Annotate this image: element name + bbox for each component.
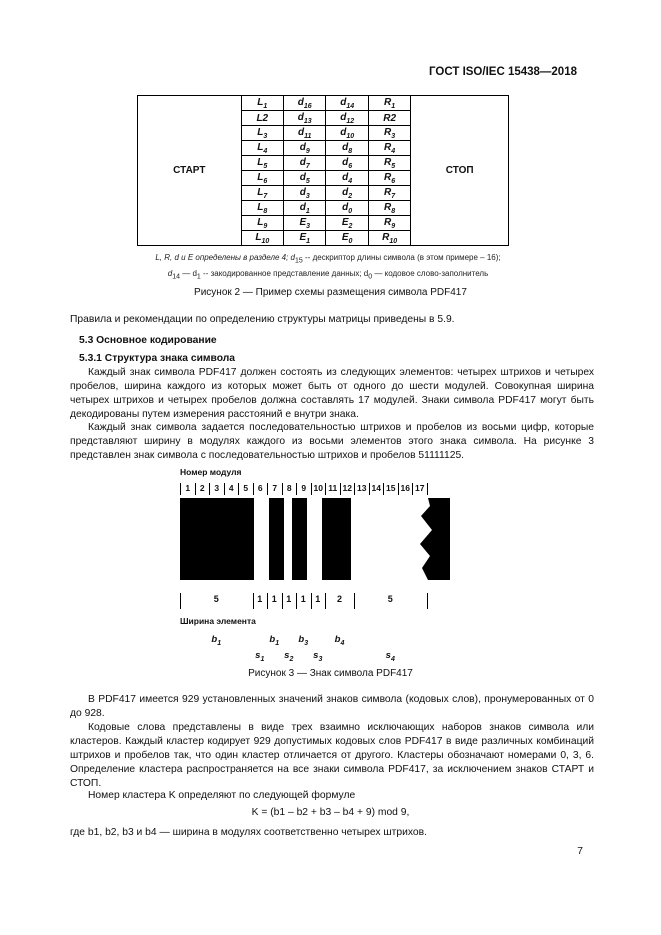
note2-tail-sub: 0 [368, 273, 373, 281]
left-indicator-cell-sub: 8 [263, 207, 268, 215]
left-indicator-cell [241, 171, 283, 186]
data-cell-sub: 6 [348, 162, 353, 170]
module-number: 17 [413, 483, 428, 495]
data-cell-sub: 10 [346, 132, 355, 140]
data-cell [326, 126, 368, 141]
stop-cell: СТОП [411, 96, 509, 246]
module-number: 10 [312, 483, 327, 495]
section-5-3-heading: 5.3 Основное кодирование [79, 335, 217, 346]
module-number: 3 [210, 483, 225, 495]
figure2-caption: Рисунок 2 — Пример схемы размещения символа PDF417 [194, 287, 467, 298]
next-character-torn-edge [418, 498, 450, 580]
data-cell [284, 201, 326, 216]
section-5-3-1-heading: 5.3.1 Структура знака символа [79, 353, 236, 364]
data-cell-sub: 9 [305, 147, 310, 155]
label-letter: b [334, 634, 341, 645]
space-labels [180, 650, 425, 664]
data-cell-sub: 7 [305, 162, 310, 170]
element-width-value: 1 [271, 594, 277, 604]
right-indicator-cell-sub: 8 [391, 207, 396, 215]
left-indicator-cell [241, 216, 283, 231]
data-cell-text: E [299, 216, 307, 228]
data-cell [284, 126, 326, 141]
module-number: 14 [370, 483, 385, 495]
right-indicator-cell [368, 156, 410, 171]
right-indicator-cell-text: R [384, 141, 392, 153]
right-indicator-cell-text: R [384, 126, 392, 138]
left-indicator-cell [241, 96, 283, 111]
symbol-character-barcode [180, 498, 450, 580]
label-sub: 3 [318, 655, 323, 663]
data-cell-text: d [297, 96, 304, 108]
left-indicator-cell [241, 201, 283, 216]
space-label [311, 650, 326, 663]
right-indicator-cell-text: R [384, 186, 392, 198]
data-cell [326, 111, 368, 126]
data-cell-text: d [297, 111, 304, 123]
left-indicator-cell [241, 111, 283, 126]
note2-mid-sub: 1 [196, 273, 201, 281]
data-cell-sub: 0 [348, 237, 353, 245]
space-label [354, 650, 427, 663]
element-width-value: 2 [336, 594, 342, 604]
right-indicator-cell [368, 216, 410, 231]
data-cell-sub: 12 [346, 117, 355, 125]
note1-sub: 15 [295, 257, 303, 265]
right-indicator-cell [368, 186, 410, 201]
data-cell [326, 231, 368, 246]
left-indicator-cell-text: L [255, 231, 262, 243]
data-cell [284, 171, 326, 186]
data-cell-text: d [299, 171, 306, 183]
label-letter: b [211, 634, 218, 645]
label-sub: 1 [260, 655, 265, 663]
data-cell-sub: 16 [303, 102, 312, 110]
right-indicator-cell [368, 231, 410, 246]
data-cell-sub: 8 [348, 147, 353, 155]
data-cell-text: d [299, 201, 306, 213]
data-cell [284, 186, 326, 201]
data-cell-text: d [342, 201, 349, 213]
left-indicator-cell-sub: 9 [263, 222, 268, 230]
space-label [282, 650, 297, 663]
paragraph-structure: Каждый знак символа PDF417 должен состоять из следующих элементов: четырех штрихов и четырех пробелов, ширина каждого из которых может быть от одного до шести модулей. Совокупная ширина четырех штрихов и четырех пробелов должна составлять 17 модулей. Знаки символа PDF417 могут быть декодированы путем измерения расстояний e внутри знака. [70, 367, 594, 421]
module-number-label: Номер модуля [180, 467, 242, 477]
right-indicator-cell-sub: 7 [391, 192, 396, 200]
data-cell-sub: 2 [348, 222, 353, 230]
left-indicator-cell-sub: 6 [263, 177, 268, 185]
data-cell [326, 96, 368, 111]
data-cell-text: d [299, 156, 306, 168]
left-indicator-cell-text: L [257, 126, 264, 138]
label-sub: 1 [275, 639, 280, 647]
data-cell-text: d [298, 126, 305, 138]
label-sub: 1 [217, 639, 222, 647]
data-cell-sub: 13 [303, 117, 312, 125]
data-cell [284, 96, 326, 111]
right-indicator-cell-sub: 5 [391, 162, 396, 170]
data-cell-sub: 5 [305, 177, 310, 185]
right-indicator-cell-sub: 6 [391, 177, 396, 185]
data-cell [326, 216, 368, 231]
right-indicator-cell [368, 126, 410, 141]
schema-row [138, 96, 509, 111]
note2-end: — кодовое слово-заполнитель [372, 268, 489, 278]
data-cell-sub: 0 [348, 207, 353, 215]
cluster-formula: K = (b1 – b2 + b3 – b4 + 9) mod 9, [251, 807, 410, 818]
right-indicator-cell-sub: 9 [391, 222, 396, 230]
right-indicator-cell-text: R [384, 201, 392, 213]
right-indicator-cell-text: R [384, 216, 392, 228]
space-label [253, 650, 268, 663]
bar-b2 [269, 498, 284, 580]
right-indicator-cell-sub: 1 [391, 102, 396, 110]
module-number: 15 [384, 483, 399, 495]
left-indicator-cell-text: L [257, 156, 264, 168]
rules-paragraph: Правила и рекомендации по определению структуры матрицы приведены в 5.9. [70, 314, 455, 325]
paragraph-929: В PDF417 имеется 929 установленных значений знаков символа (кодовых слов), пронумерованных от 0 до 928. [70, 694, 594, 720]
right-indicator-cell-text: R [382, 231, 390, 243]
left-indicator-cell [241, 126, 283, 141]
label-letter: s [385, 650, 391, 661]
bar-b3 [292, 498, 307, 580]
label-letter: s [284, 650, 290, 661]
left-indicator-cell-text: L [257, 141, 264, 153]
left-indicator-cell-sub: 7 [263, 192, 268, 200]
data-cell-text: d [342, 141, 349, 153]
right-indicator-cell-sub: 4 [391, 147, 396, 155]
data-cell [326, 201, 368, 216]
module-number: 12 [341, 483, 356, 495]
note1-tail: -- дескриптор длины символа (в этом примере – 16); [302, 253, 501, 262]
bar-b4 [322, 498, 351, 580]
right-indicator-cell-text: R [384, 171, 392, 183]
right-indicator-cell [368, 201, 410, 216]
element-width-value: 1 [315, 594, 321, 604]
module-number: 8 [283, 483, 298, 495]
data-cell-text: d [342, 156, 349, 168]
data-cell-text: d [342, 171, 349, 183]
left-indicator-cell-text: L [257, 171, 264, 183]
paragraph-where: где b1, b2, b3 и b4 — ширина в модулях соответственно четырех штрихов. [70, 827, 427, 838]
data-cell-text: d [340, 111, 347, 123]
module-number: 16 [399, 483, 414, 495]
module-number: 13 [355, 483, 370, 495]
data-cell [284, 141, 326, 156]
module-number: 1 [181, 483, 196, 495]
left-indicator-cell [241, 231, 283, 246]
data-cell [326, 186, 368, 201]
left-indicator-cell [241, 156, 283, 171]
bar-label [267, 634, 282, 647]
left-indicator-cell-sub: 4 [263, 147, 268, 155]
label-letter: b [298, 634, 305, 645]
data-cell-sub: 1 [305, 207, 310, 215]
data-cell [284, 156, 326, 171]
module-number: 11 [326, 483, 341, 495]
bar-label [296, 634, 311, 647]
left-indicator-cell-sub: 10 [261, 237, 270, 245]
left-indicator-cell [241, 141, 283, 156]
data-cell [326, 156, 368, 171]
data-cell-sub: 3 [305, 192, 310, 200]
symbol-schema-table [137, 95, 509, 246]
data-cell-text: E [341, 216, 349, 228]
right-indicator-cell-text: R2 [383, 112, 397, 124]
data-cell-text: d [299, 186, 306, 198]
left-indicator-cell-text: L [257, 201, 264, 213]
label-sub: 4 [340, 639, 345, 647]
right-indicator-cell [368, 96, 410, 111]
data-cell-sub: 11 [304, 132, 312, 140]
element-width-label: Ширина элемента [180, 616, 256, 626]
data-cell-text: E [341, 231, 349, 243]
data-cell [326, 171, 368, 186]
right-indicator-cell-sub: 3 [391, 132, 396, 140]
left-indicator-cell-sub: 3 [263, 132, 268, 140]
data-cell [284, 231, 326, 246]
data-cell-sub: 1 [306, 237, 311, 245]
width-tick [427, 593, 428, 609]
note2-a: d [167, 268, 173, 278]
left-indicator-cell-sub: 5 [263, 162, 268, 170]
right-indicator-cell-text: R [384, 156, 392, 168]
module-number: 2 [196, 483, 211, 495]
note2-a-sub: 14 [172, 273, 180, 281]
data-cell-text: d [342, 186, 349, 198]
data-cell [284, 111, 326, 126]
right-indicator-cell-sub: 10 [389, 237, 398, 245]
page-number: 7 [577, 846, 583, 857]
left-indicator-cell-text: L [257, 216, 264, 228]
label-sub: 2 [289, 655, 294, 663]
element-width-value: 5 [213, 594, 219, 604]
element-width-value: 1 [286, 594, 292, 604]
bar-labels [180, 634, 425, 648]
right-indicator-cell [368, 141, 410, 156]
figure3-caption: Рисунок 3 — Знак символа PDF417 [248, 668, 413, 679]
left-indicator-cell-text: L [257, 96, 264, 108]
module-number: 6 [254, 483, 269, 495]
label-letter: b [269, 634, 276, 645]
paragraph-clusters: Кодовые слова представлены в виде трех взаимно исключающих наборов знаков символа или кластеров. Каждый кластер кодирует 929 допустимых кодовых слов PDF417 в виде различных комбинаций штрихов и пробелов так, что один кластер отличается от другого. Кластеры обозначают номерами 0, 3, 6. Определение кластера распространяется на все знаки символа PDF417, за исключением знаков СТАРТ и СТОП. [70, 722, 594, 790]
paragraph-formula-intro: Номер кластера K определяют по следующей формуле [88, 790, 356, 801]
element-width-value: 1 [257, 594, 263, 604]
data-cell-text: E [299, 231, 307, 243]
left-indicator-cell [241, 186, 283, 201]
element-width-value: 5 [387, 594, 393, 604]
left-indicator-cell-text: L2 [256, 112, 269, 124]
data-cell-sub: 2 [348, 192, 353, 200]
data-cell-sub: 14 [346, 102, 355, 110]
module-number-row [180, 483, 426, 495]
paragraph-sequence: Каждый знак символа задается последовательностью штрихов и пробелов из восьми цифр, которые представляют ширину в модулях каждого из восьми элементов этого знака символа. На рисунке 3 представлен знак символа с последовательностью штрихов и пробелов 51111125. [70, 422, 594, 462]
data-cell-sub: 3 [306, 222, 311, 230]
module-number: 4 [225, 483, 240, 495]
element-width-row [180, 593, 425, 609]
data-cell [326, 141, 368, 156]
data-cell-text: d [340, 96, 347, 108]
element-width-value: 1 [300, 594, 306, 604]
right-indicator-cell [368, 111, 410, 126]
note1-text: L, R, d и E определены в разделе 4; d [155, 253, 295, 262]
right-indicator-cell [368, 171, 410, 186]
label-letter: s [313, 650, 319, 661]
bar-label [325, 634, 354, 647]
module-number: 5 [239, 483, 254, 495]
left-indicator-cell-sub: 1 [263, 102, 268, 110]
label-sub: 3 [304, 639, 309, 647]
note2-mid: — d [180, 268, 197, 278]
start-cell: СТАРТ [138, 96, 242, 246]
module-number: 9 [297, 483, 312, 495]
data-cell-text: d [340, 126, 347, 138]
label-sub: 4 [390, 655, 395, 663]
data-cell-sub: 4 [348, 177, 353, 185]
right-indicator-cell-text: R [384, 96, 392, 108]
left-indicator-cell-text: L [257, 186, 264, 198]
data-cell [284, 216, 326, 231]
page-header: ГОСТ ISO/IEC 15438—2018 [429, 66, 577, 78]
bar-b1 [180, 498, 254, 580]
note2-tail: -- закодированное представление данных; d [200, 268, 369, 278]
figure2-note [118, 252, 538, 283]
label-letter: s [255, 650, 261, 661]
data-cell-text: d [299, 141, 306, 153]
module-number: 7 [268, 483, 283, 495]
bar-label [180, 634, 253, 647]
